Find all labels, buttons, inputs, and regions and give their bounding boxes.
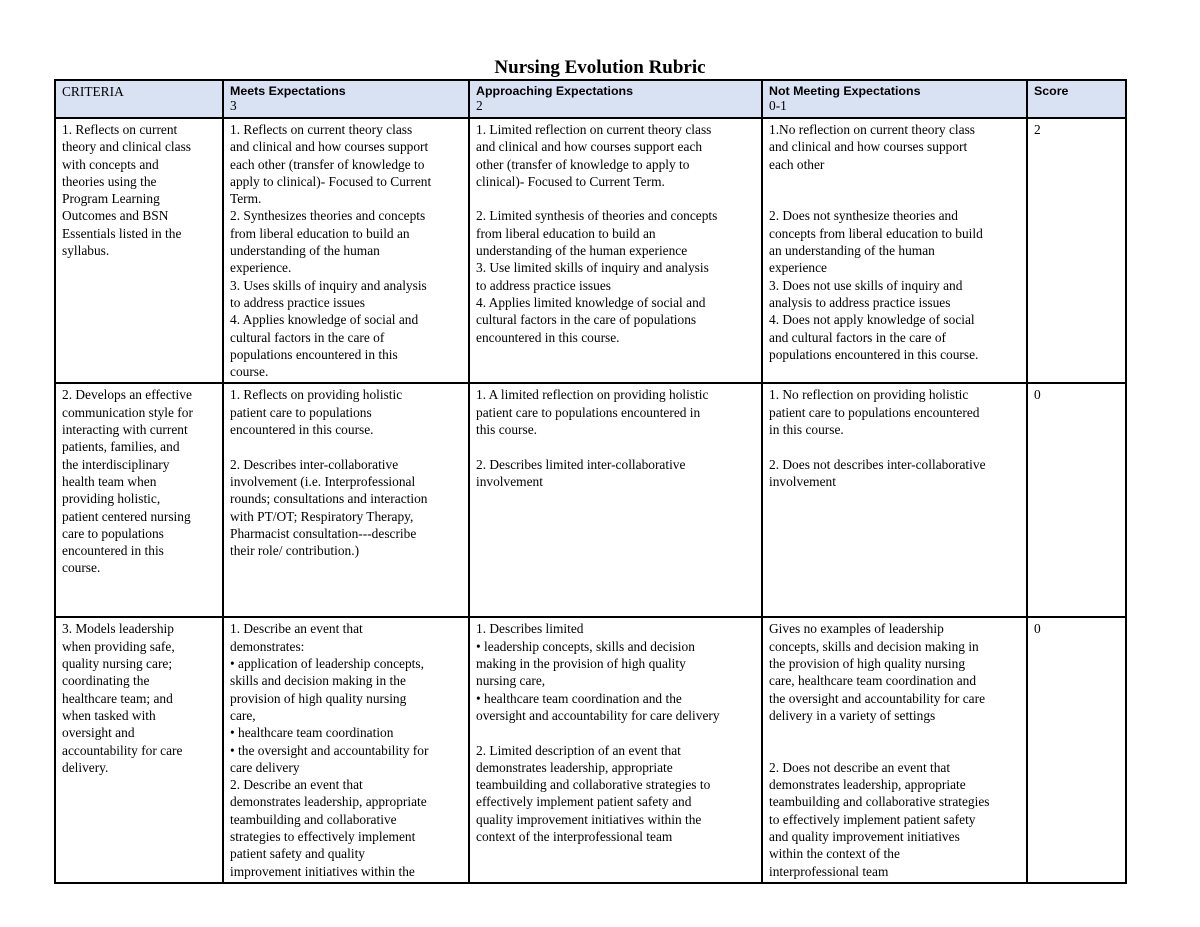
blank-line [769,438,1020,455]
cell-line: experience. [230,260,292,276]
cell-line: coordinating the [62,673,150,689]
cell-line: in this course. [769,422,844,438]
meets-expectations-cell [223,617,469,882]
cell-line: Program Learning [62,191,160,207]
cell-line: delivery in a variety of settings [769,707,936,723]
cell-line: teambuilding and collaborative strategies to [476,777,711,793]
criteria-header: CRITERIA [55,80,223,118]
score-cell: 0 [1027,383,1126,617]
cell-line: experience [769,260,827,276]
criterion-cell [55,617,223,882]
meets-expectations-cell [223,118,469,383]
cell-line: from liberal education to build an [476,225,656,241]
cell-line: patient care to populations encountered [769,404,980,420]
cell-line: 4. Applies knowledge of social and [230,312,419,328]
blank-line [230,438,462,455]
cell-line: care, healthcare team coordination and [769,673,977,689]
cell-line: the oversight and accountability for care [769,690,986,706]
blank-line [769,742,1020,759]
cell-line: Gives no examples of leadership [769,621,944,637]
cell-line: healthcare team; and [62,690,173,706]
cell-line: provision of high quality nursing [230,690,407,706]
cell-line: 2. Describes inter-collaborative [230,456,399,472]
cell-line: course. [230,364,269,380]
not-meeting-expectations-header [762,80,1027,118]
cell-line: cultural factors in the care of populations [476,312,697,328]
cell-line: from liberal education to build an [230,225,410,241]
cell-line: and clinical and how courses support each [476,139,703,155]
cell-line: patients, families, and [62,439,180,455]
cell-line: understanding of the human experience [476,243,688,259]
cell-line: oversight and accountability for care delivery [476,707,720,723]
level-name: Meets Expectations [230,84,346,98]
cell-line: the interdisciplinary [62,456,170,472]
cell-line: apply to clinical)- Focused to Current [230,173,432,189]
cell-line: 2. Limited synthesis of theories and concepts [476,208,718,224]
cell-line: • healthcare team coordination and the [476,690,682,706]
cell-line: 3. Use limited skills of inquiry and analysis [476,260,709,276]
blank-line [769,190,1020,207]
cell-line: quality improvement initiatives within the [476,811,702,827]
approaching-expectations-cell [469,118,762,383]
cell-line: patient care to populations encountered in [476,404,701,420]
cell-line: clinical)- Focused to Current Term. [476,173,665,189]
cell-line: 2. Does not describe an event that [769,759,951,775]
cell-line: demonstrates: [230,638,305,654]
level-name: Approaching Expectations [476,84,633,98]
cell-line: 2. Synthesizes theories and concepts [230,208,426,224]
cell-line: 2. Does not describes inter-collaborative [769,456,986,472]
cell-line: and cultural factors in the care of [769,329,946,345]
cell-line: cultural factors in the care of [230,329,385,345]
cell-line: rounds; consultations and interaction [230,491,428,507]
cell-line: demonstrates leadership, appropriate [476,759,673,775]
cell-line: strategies to effectively implement [230,829,416,845]
cell-line: encountered in this [62,543,164,559]
cell-line: understanding of the human [230,243,380,259]
blank-line [476,724,755,741]
cell-line: Outcomes and BSN [62,208,169,224]
cell-line: care to populations [62,525,164,541]
cell-line: 3. Uses skills of inquiry and analysis [230,277,427,293]
cell-line: providing holistic, [62,491,161,507]
cell-line: involvement [476,473,543,489]
cell-line: analysis to address practice issues [769,294,951,310]
cell-line: each other [769,156,825,172]
cell-line: improvement initiatives within the [230,863,415,879]
cell-line: their role/ contribution.) [230,543,360,559]
cell-line: 3. Does not use skills of inquiry and [769,277,963,293]
cell-line: nursing care, [476,673,546,689]
cell-line: concepts, skills and decision making in [769,638,979,654]
cell-line: • healthcare team coordination [230,725,394,741]
cell-line: making in the provision of high quality [476,656,686,672]
cell-line: course. [62,560,101,576]
cell-line: theories using the [62,173,157,189]
score-header [1027,80,1126,118]
level-name: Not Meeting Expectations [769,84,921,98]
cell-line: care, [230,707,256,723]
cell-line: teambuilding and collaborative strategies [769,794,990,810]
not-meeting-expectations-cell [762,617,1027,882]
approaching-expectations-cell [469,617,762,882]
approaching-expectations-cell [469,383,762,617]
cell-line: delivery. [62,759,109,775]
cell-line: 3. Models leadership [62,621,174,637]
header-row [55,80,1126,118]
cell-line: interprofessional team [769,863,889,879]
cell-line: within the context of the [769,846,900,862]
cell-line: skills and decision making in the [230,673,406,689]
meets-expectations-cell [223,383,469,617]
blank-line [769,173,1020,190]
cell-line: context of the interprofessional team [476,829,673,845]
cell-line: demonstrates leadership, appropriate [769,777,966,793]
not-meeting-expectations-cell [762,383,1027,617]
cell-line: • application of leadership concepts, [230,656,424,672]
cell-line: patient centered nursing [62,508,191,524]
cell-line: involvement [769,473,836,489]
cell-line: teambuilding and collaborative [230,811,397,827]
cell-line: theory and clinical class [62,139,192,155]
level-points: 0-1 [769,98,787,113]
cell-line: oversight and [62,725,135,741]
cell-line: when providing safe, [62,638,175,654]
approaching-expectations-header [469,80,762,118]
cell-line: encountered in this course. [230,422,374,438]
cell-line: Term. [230,191,262,207]
cell-line: health team when [62,473,157,489]
cell-line: interacting with current [62,422,188,438]
cell-line: communication style for [62,404,193,420]
cell-line: with PT/OT; Respiratory Therapy, [230,508,414,524]
cell-line: populations encountered in this [230,346,398,362]
cell-line: 1.No reflection on current theory class [769,122,975,137]
cell-line: accountability for care [62,742,183,758]
cell-line: and clinical and how courses support [230,139,429,155]
cell-line: when tasked with [62,707,156,723]
cell-line: 1. Describe an event that [230,621,363,637]
cell-line: quality nursing care; [62,656,173,672]
score-label: Score [1034,84,1069,98]
criterion-cell [55,118,223,383]
rubric-row [55,383,1126,617]
meets-expectations-header [223,80,469,118]
blank-line [476,190,755,207]
cell-line: • the oversight and accountability for [230,742,429,758]
cell-line: 4. Applies limited knowledge of social and [476,294,706,310]
cell-line: 1. Describes limited [476,621,584,637]
cell-line: with concepts and [62,156,159,172]
cell-line: 2. Develops an effective [62,387,192,403]
cell-line: 1. A limited reflection on providing holistic [476,387,709,403]
cell-line: 2. Describes limited inter-collaborative [476,456,686,472]
cell-line: patient safety and quality [230,846,365,862]
level-points: 3 [230,98,237,113]
cell-line: 1. Limited reflection on current theory class [476,122,712,137]
cell-line: other (transfer of knowledge to apply to [476,156,690,172]
cell-line: the provision of high quality nursing [769,656,966,672]
cell-line: 2. Does not synthesize theories and [769,208,958,224]
cell-line: Pharmacist consultation---describe [230,525,417,541]
document-title: Nursing Evolution Rubric [494,57,706,78]
blank-line [476,438,755,455]
cell-line: to address practice issues [476,277,611,293]
rubric-table [54,79,1127,884]
score-cell: 2 [1027,118,1126,383]
score-cell: 0 [1027,617,1126,882]
cell-line: and quality improvement initiatives [769,829,960,845]
cell-line: care delivery [230,759,300,775]
cell-line: 4. Does not apply knowledge of social [769,312,975,328]
not-meeting-expectations-cell [762,118,1027,383]
cell-line: demonstrates leadership, appropriate [230,794,427,810]
cell-line: 1. Reflects on current theory class [230,122,413,137]
cell-line: encountered in this course. [476,329,620,345]
cell-line: and clinical and how courses support [769,139,968,155]
cell-line: this course. [476,422,537,438]
cell-line: to address practice issues [230,294,365,310]
cell-line: effectively implement patient safety and [476,794,692,810]
cell-line: an understanding of the human [769,243,935,259]
cell-line: concepts from liberal education to build [769,225,983,241]
cell-line: 1. No reflection on providing holistic [769,387,969,403]
cell-line: each other (transfer of knowledge to [230,156,425,172]
cell-line: 1. Reflects on current [62,122,178,137]
criterion-cell [55,383,223,617]
blank-line [769,724,1020,741]
rubric-row [55,617,1126,882]
cell-line: 2. Describe an event that [230,777,363,793]
cell-line: Essentials listed in the [62,225,182,241]
cell-line: 2. Limited description of an event that [476,742,681,758]
cell-line: • leadership concepts, skills and decision [476,638,695,654]
cell-line: 1. Reflects on providing holistic [230,387,403,403]
cell-line: to effectively implement patient safety [769,811,976,827]
rubric-row [55,118,1126,383]
cell-line: patient care to populations [230,404,372,420]
cell-line: populations encountered in this course. [769,346,979,362]
cell-line: syllabus. [62,243,110,259]
cell-line: involvement (i.e. Interprofessional [230,473,416,489]
level-points: 2 [476,98,483,113]
